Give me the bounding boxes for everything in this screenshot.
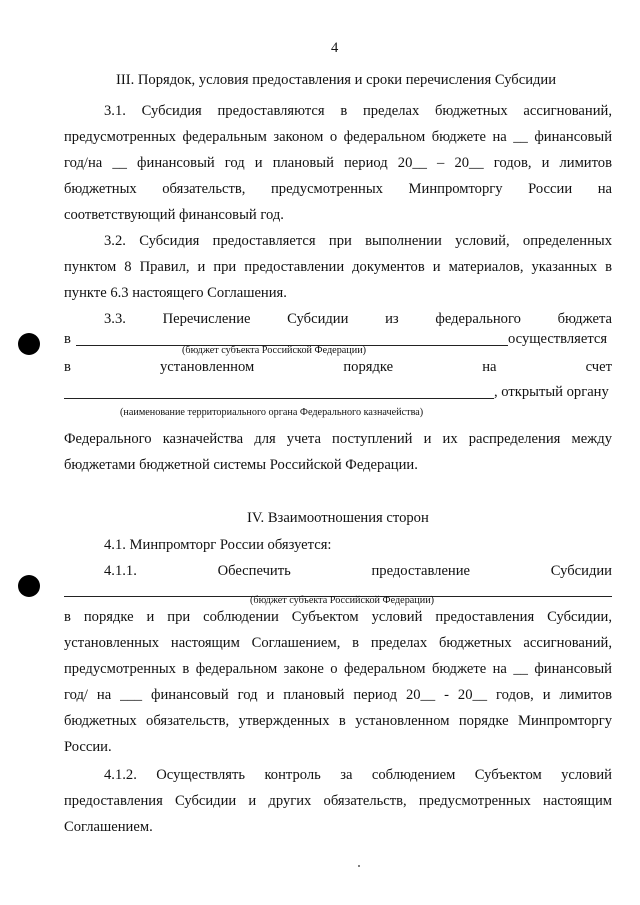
caption-budget-subject: (бюджет субъекта Российской Федерации)	[250, 595, 435, 606]
paragraph-4-1-1-line: установленных настоящим Соглашением, в пределах бюджетных ассигнований,	[64, 635, 612, 651]
paragraph-3-1-line: соответствующий финансовый год.	[64, 207, 284, 223]
fill-in-line-treasury	[64, 398, 494, 399]
preposition-v: в	[64, 331, 71, 347]
paragraph-4-1-1-line: год/ на ___ финансовый год и плановый период 20__ - 20__ годов, и лимитов	[64, 687, 612, 703]
fill-in-suffix: , открытый органу	[494, 384, 609, 400]
paragraph-4-1-1-line: в порядке и при соблюдении Субъектом условий предоставления Субсидии,	[64, 609, 612, 625]
paragraph-4-1-2-line: 4.1.2. Осуществлять контроль за соблюдением Субъектом условий	[104, 767, 612, 783]
paragraph-3-2-line: пунктом 8 Правил, и при предоставлении документов и материалов, указанных в	[64, 259, 612, 275]
paragraph-4-1-1-line: бюджетных обязательств, утвержденных в установленном порядке Минпромторгу	[64, 713, 612, 729]
paragraph-3-2-line: пункте 6.3 настоящего Соглашения.	[64, 285, 287, 301]
punch-hole-mark	[18, 333, 40, 355]
paragraph-3-3-line: 3.3. Перечисление Субсидии из федерального бюджета	[104, 311, 612, 327]
paragraph-4-1-1-line: предусмотренных в федеральном законе о федеральном бюджете на __ финансовый	[64, 661, 612, 677]
punch-hole-mark	[18, 575, 40, 597]
scan-speck	[358, 865, 360, 867]
caption-treasury-body: (наименование территориального органа Федерального казначейства)	[120, 407, 424, 418]
paragraph-3-1-line: предусмотренных федеральным законом о федеральном бюджете на __ финансовый	[64, 129, 612, 145]
caption-budget-subject: (бюджет субъекта Российской Федерации)	[182, 345, 367, 356]
paragraph-4-1-2-line: Соглашением.	[64, 819, 153, 835]
paragraph-3-1-line: год/на __ финансовый год и плановый период 20__ – 20__ годов, и лимитов	[64, 155, 612, 171]
paragraph-3-1-line: бюджетных обязательств, предусмотренных Минпромторгу России на	[64, 181, 612, 197]
paragraph-3-1-line: 3.1. Субсидия предоставляются в пределах бюджетных ассигнований,	[104, 103, 612, 119]
paragraph-3-3-line: Федерального казначейства для учета поступлений и их распределения между	[64, 431, 612, 447]
paragraph-4-1-1-line: 4.1.1. Обеспечить предоставление Субсидии	[104, 563, 612, 579]
paragraph-3-3-line: в установленном порядке на счет	[64, 359, 612, 375]
paragraph-3-3-line: бюджетами бюджетной системы Российской Федерации.	[64, 457, 418, 473]
paragraph-4-1-1-line: России.	[64, 739, 112, 755]
section-4-title: IV. Взаимоотношения сторон	[247, 510, 429, 526]
section-3-title: III. Порядок, условия предоставления и сроки перечисления Субсидии	[116, 72, 557, 88]
page-number: 4	[331, 40, 339, 56]
paragraph-4-1: 4.1. Минпромторг России обязуется:	[104, 537, 332, 553]
paragraph-4-1-2-line: предоставления Субсидии и других обязательств, предусмотренных настоящим	[64, 793, 612, 809]
paragraph-3-2-line: 3.2. Субсидия предоставляется при выполнении условий, определенных	[104, 233, 612, 249]
fill-in-suffix: осуществляется	[508, 331, 608, 347]
